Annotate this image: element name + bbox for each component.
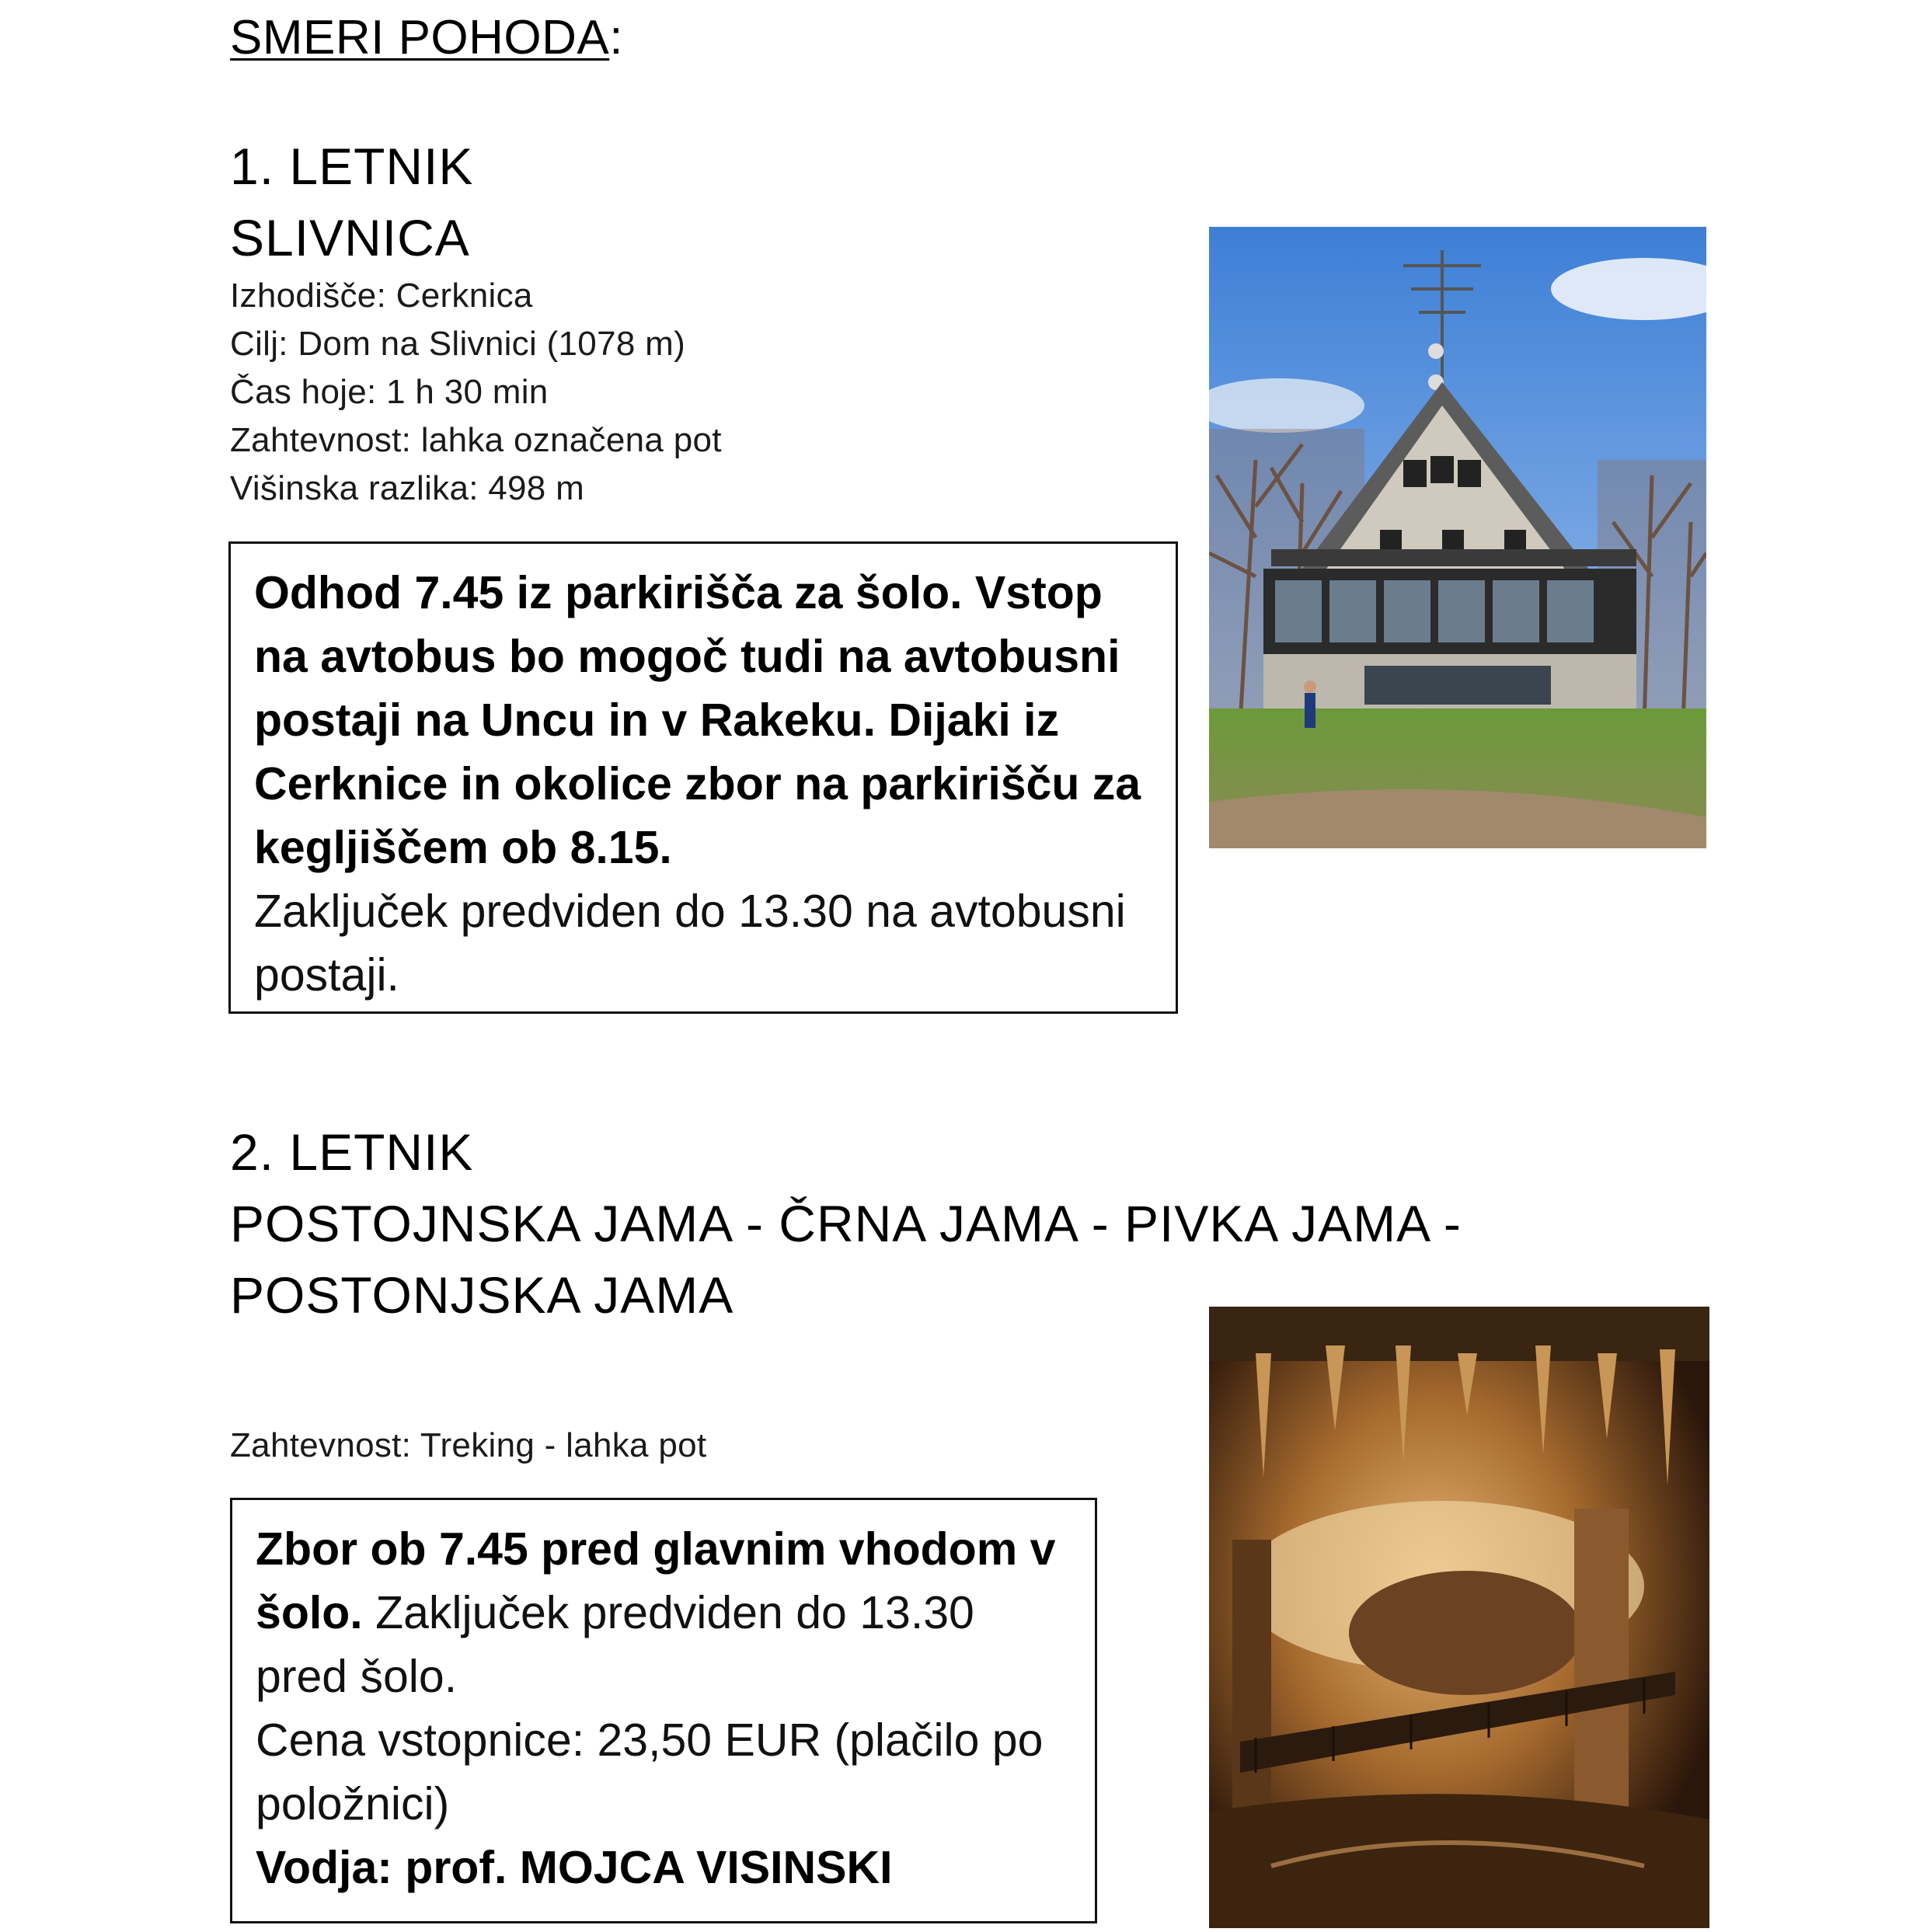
section2-info-box: [230, 1498, 1097, 1923]
page-title: [230, 9, 623, 67]
section1-details: [230, 272, 722, 513]
detail-elevation: Višinska razlika: 498 m: [230, 469, 585, 507]
mountain-hut-illustration: [1209, 227, 1706, 848]
detail-goal: Cilj: Dom na Slivnici (1078 m): [230, 325, 686, 363]
cave-illustration: [1209, 1307, 1709, 1928]
detail-walk-time: Čas hoje: 1 h 30 min: [230, 373, 549, 411]
section2-ticket-price: Cena vstopnice: 23,50 EUR (plačilo po položnici): [256, 1714, 1044, 1829]
section2-box-normal-1: Zaključek predviden do 13.30 pred šolo.: [256, 1587, 974, 1702]
detail-difficulty: Zahtevnost: lahka označena pot: [230, 421, 722, 459]
section1-destination: SLIVNICA: [230, 209, 470, 266]
detail-start: Izhodišče: Cerknica: [230, 277, 533, 315]
section2-grade: 2. LETNIK: [230, 1123, 474, 1181]
page-title-colon: :: [609, 11, 624, 64]
mountain-hut-photo: [1209, 227, 1706, 848]
section1-info-box: [228, 541, 1178, 1014]
section1-box-bold: Odhod 7.45 iz parkirišča za šolo. Vstop na avtobus bo mogoč tudi na avtobusni postaji na Uncu in v Rakeku. Dijaki iz Cerknice in okolice zbor na parkirišču za kegljiščem ob 8.15.: [254, 567, 1141, 873]
section2-leader: Vodja: prof. MOJCA VISINSKI: [256, 1842, 893, 1893]
section2-difficulty: Zahtevnost: Treking - lahka pot: [230, 1426, 707, 1464]
cave-photo: [1209, 1307, 1709, 1928]
section1-box-normal: Zaključek predviden do 13.30 na avtobusni postaji.: [254, 886, 1126, 1001]
section2-box-bold-1: Zbor ob 7.45 pred glavnim vhodom v šolo.: [256, 1523, 1056, 1638]
section1-grade: 1. LETNIK: [230, 138, 474, 195]
page-title-text: SMERI POHODA: [230, 11, 610, 64]
section2-destination: POSTOJNSKA JAMA - ČRNA JAMA - PIVKA JAMA - POSTONJSKA JAMA: [230, 1195, 1462, 1324]
